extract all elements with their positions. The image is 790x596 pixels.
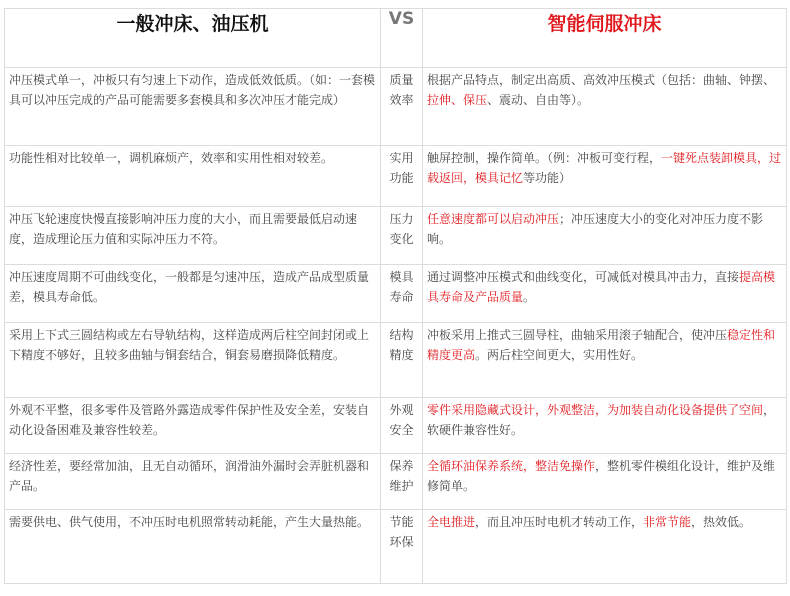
body-text: ，热效低。 <box>691 515 752 529</box>
comparison-table <box>4 8 787 584</box>
servo-cell <box>423 398 787 454</box>
highlight-text: 任意速度都可以启动冲压 <box>427 212 560 226</box>
body-text: 。两后柱空间更大，实用性好。 <box>475 348 644 362</box>
table-row <box>5 146 787 207</box>
table-row <box>5 68 787 146</box>
category-cell: 结构 精度 <box>381 323 423 398</box>
category-cell: 节能 环保 <box>381 510 423 584</box>
highlight-text: 全电推进 <box>427 515 476 529</box>
conventional-cell: 采用上下式三圆结构或左右导轨结构，这样造成两后柱空间封闭或上下精度不够好，且较多曲轴与铜套结合，铜套易磨损降低精度。 <box>5 323 381 398</box>
body-text: 冲板采用上推式三圆导柱，曲轴采用滚子轴配合，使冲压 <box>427 328 728 342</box>
category-cell: 压力 变化 <box>381 207 423 265</box>
servo-cell <box>423 510 787 584</box>
highlight-text: 稳定性和精度更高 <box>427 328 776 362</box>
header-row <box>5 9 787 68</box>
body-text: 、震动、自由等）。 <box>487 93 590 107</box>
body-text: 。 <box>523 290 536 304</box>
highlight-text: 提高模具寿命及产品质量 <box>427 270 776 304</box>
header-vs: VS <box>381 9 423 68</box>
body-text: 通过调整冲压模式和曲线变化，可减低对模具冲击力，直接 <box>427 270 740 284</box>
table-row <box>5 323 787 398</box>
category-cell: 外观 安全 <box>381 398 423 454</box>
highlight-text: 拉伸、保压 <box>427 93 488 107</box>
servo-cell <box>423 207 787 265</box>
highlight-text: 全循环油保养系统，整洁免操作 <box>427 459 596 473</box>
body-text: 触屏控制，操作简单。（例：冲板可变行程， <box>427 151 662 165</box>
table-row <box>5 454 787 510</box>
conventional-cell: 冲压飞轮速度快慢直接影响冲压力度的大小，而且需要最低启动速度，造成理论压力值和实际冲压力不符。 <box>5 207 381 265</box>
body-text: ，软硬件兼容性好。 <box>427 403 776 437</box>
table-row <box>5 510 787 584</box>
table-row <box>5 207 787 265</box>
category-cell: 实用 功能 <box>381 146 423 207</box>
table-row <box>5 265 787 323</box>
table-row <box>5 398 787 454</box>
servo-cell <box>423 265 787 323</box>
servo-cell <box>423 454 787 510</box>
category-cell: 保养 维护 <box>381 454 423 510</box>
conventional-cell: 外观不平整，很多零件及管路外露造成零件保护性及安全差，安装自动化设备困难及兼容性较差。 <box>5 398 381 454</box>
servo-cell <box>423 68 787 146</box>
conventional-cell: 经济性差，要经常加油，且无自动循环，润滑油外漏时会弄脏机器和产品。 <box>5 454 381 510</box>
highlight-text: 一键死点装卸模具，过载返回，模具记忆 <box>427 151 782 185</box>
body-text: ，整机零件模组化设计，维护及维修简单。 <box>427 459 776 493</box>
body-text: ；冲压速度大小的变化对冲压力度不影响。 <box>427 212 764 246</box>
body-text: 根据产品特点，制定出高质、高效冲压模式（包括：曲轴、钟摆、 <box>427 73 776 87</box>
conventional-cell: 需要供电、供气使用，不冲压时电机照常转动耗能，产生大量热能。 <box>5 510 381 584</box>
servo-cell <box>423 323 787 398</box>
highlight-text: 非常节能 <box>643 515 692 529</box>
header-conventional-press: 一般冲床、油压机 <box>5 9 381 68</box>
body-text: 等功能） <box>523 171 572 185</box>
header-servo-press: 智能伺服冲床 <box>423 9 787 68</box>
servo-cell <box>423 146 787 207</box>
conventional-cell: 冲压模式单一，冲板只有匀速上下动作，造成低效低质。（如：一套模具可以冲压完成的产品可能需要多套模具和多次冲压才能完成） <box>5 68 381 146</box>
highlight-text: 零件采用隐藏式设计，外观整洁，为加装自动化设备提供了空间 <box>427 403 764 417</box>
category-cell: 模具 寿命 <box>381 265 423 323</box>
body-text: ，而且冲压时电机才转动工作， <box>475 515 644 529</box>
category-cell: 质量 效率 <box>381 68 423 146</box>
conventional-cell: 冲压速度周期不可曲线变化，一般都是匀速冲压，造成产品成型质量差，模具寿命低。 <box>5 265 381 323</box>
conventional-cell: 功能性相对比较单一，调机麻烦产，效率和实用性相对较差。 <box>5 146 381 207</box>
